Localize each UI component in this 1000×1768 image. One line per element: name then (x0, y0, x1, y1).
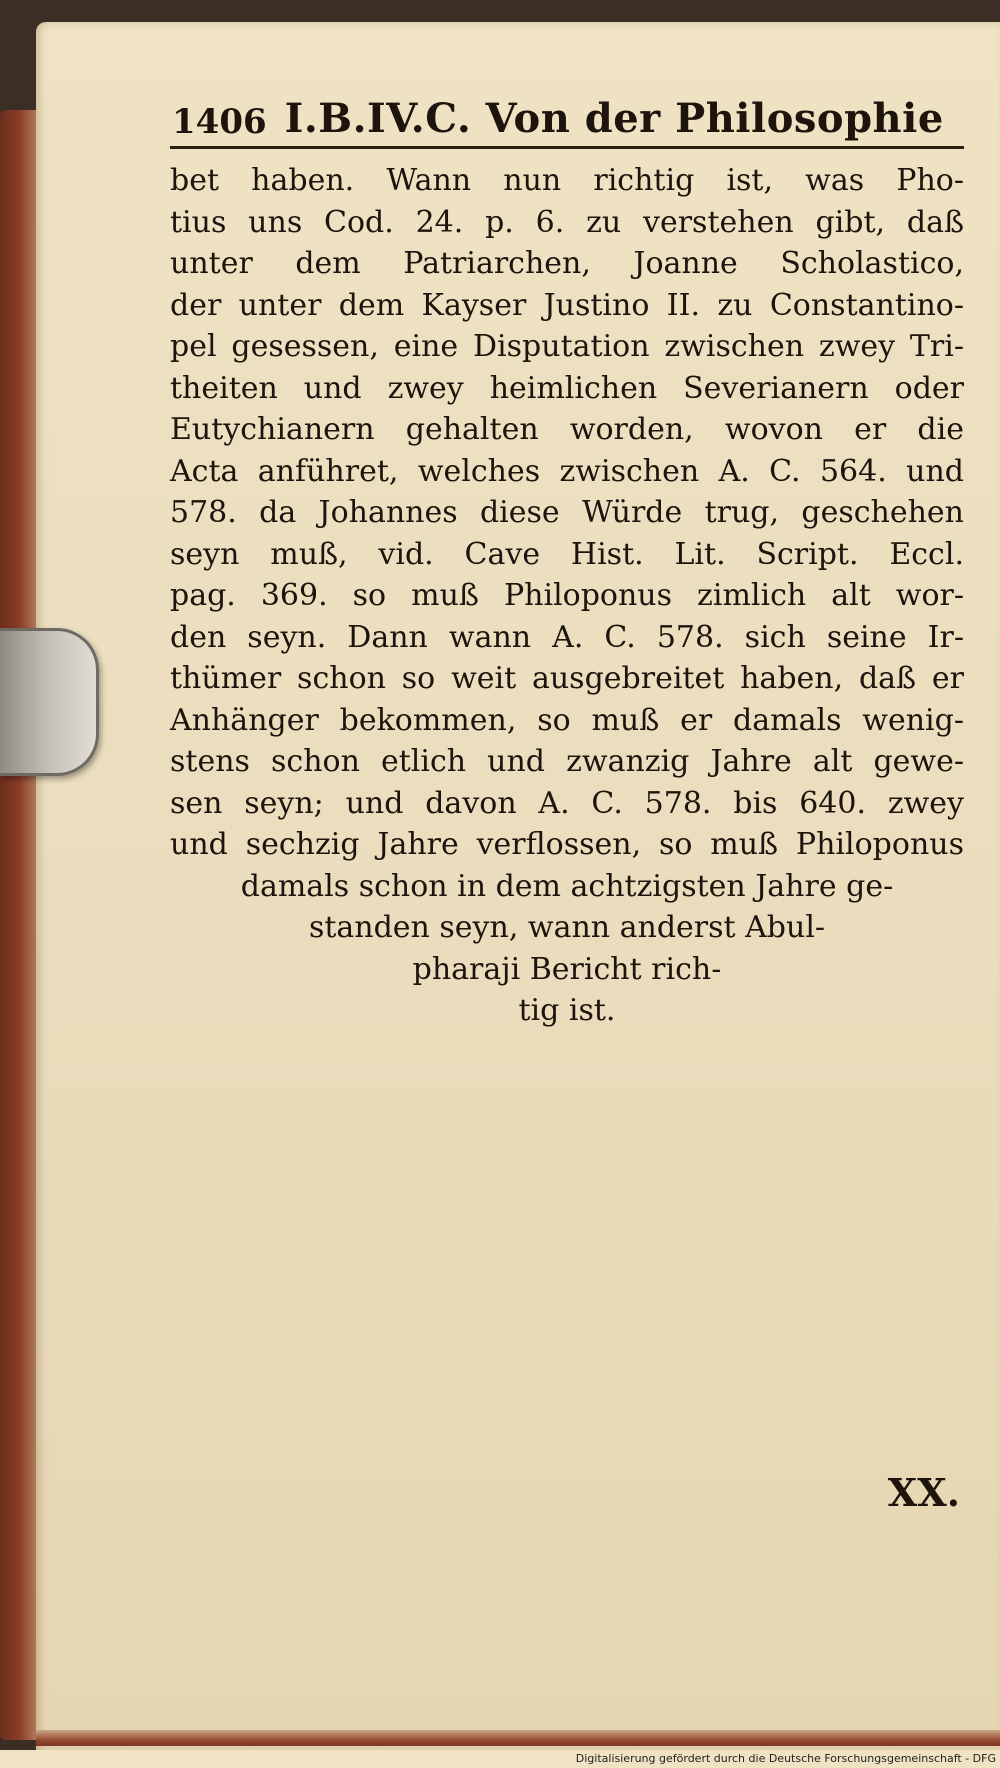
text-line-centered: tig ist. (518, 993, 616, 1028)
text-line: sen seyn; und davon A. C. 578. bis 640. zwey (170, 785, 964, 821)
text-line: pel gesessen, eine Disputation zwischen zwey Tri- (170, 329, 964, 364)
text-line: tius uns Cod. 24. p. 6. zu verstehen gibt, daß (170, 204, 964, 240)
text-line-centered: pharaji Bericht rich- (412, 951, 722, 987)
text-line: stens schon etlich und zwanzig Jahre alt gewe- (170, 744, 964, 779)
header-rule (170, 146, 964, 149)
text-line: pag. 369. so muß Philoponus zimlich alt wor- (170, 578, 964, 613)
running-title: I.B.IV.C. Von der Philosophie (284, 95, 944, 142)
text-line: Anhänger bekommen, so muß er damals wenig- (170, 702, 964, 738)
page-number: 1406 (172, 102, 267, 142)
text-line: 578. da Johannes diese Würde trug, geschehen (170, 495, 964, 530)
book-bottom-edge (36, 1730, 1000, 1746)
text-line: den seyn. Dann wann A. C. 578. sich seine Ir- (170, 619, 964, 655)
page-header (172, 80, 962, 142)
body-text (170, 160, 964, 1032)
text-line: Eutychianern gehalten worden, wovon er die (170, 412, 964, 447)
text-line: Acta anführet, welches zwischen A. C. 564. und (170, 453, 964, 489)
text-line-centered: damals schon in dem achtzigsten Jahre ge- (240, 868, 894, 904)
text-line: theiten und zwey heimlichen Severianern oder (170, 370, 964, 406)
text-line: der unter dem Kayser Justino II. zu Constantino- (170, 287, 964, 323)
book-clasp (0, 628, 99, 776)
text-line-centered: standen seyn, wann anderst Abul- (308, 910, 826, 945)
text-line: und sechzig Jahre verflossen, so muß Philoponus (170, 827, 964, 862)
text-line: thümer schon so weit ausgebreitet haben, daß er (170, 661, 964, 696)
text-line: unter dem Patriarchen, Joanne Scholastico, (170, 246, 964, 281)
text-line: seyn muß, vid. Cave Hist. Lit. Script. Eccl. (170, 536, 964, 572)
digitization-credit: Digitalisierung gefördert durch die Deutsche Forschungsgemeinschaft - DFG (0, 1750, 1000, 1768)
text-line: bet haben. Wann nun richtig ist, was Pho- (170, 163, 964, 198)
catchword: XX. (887, 1470, 960, 1515)
